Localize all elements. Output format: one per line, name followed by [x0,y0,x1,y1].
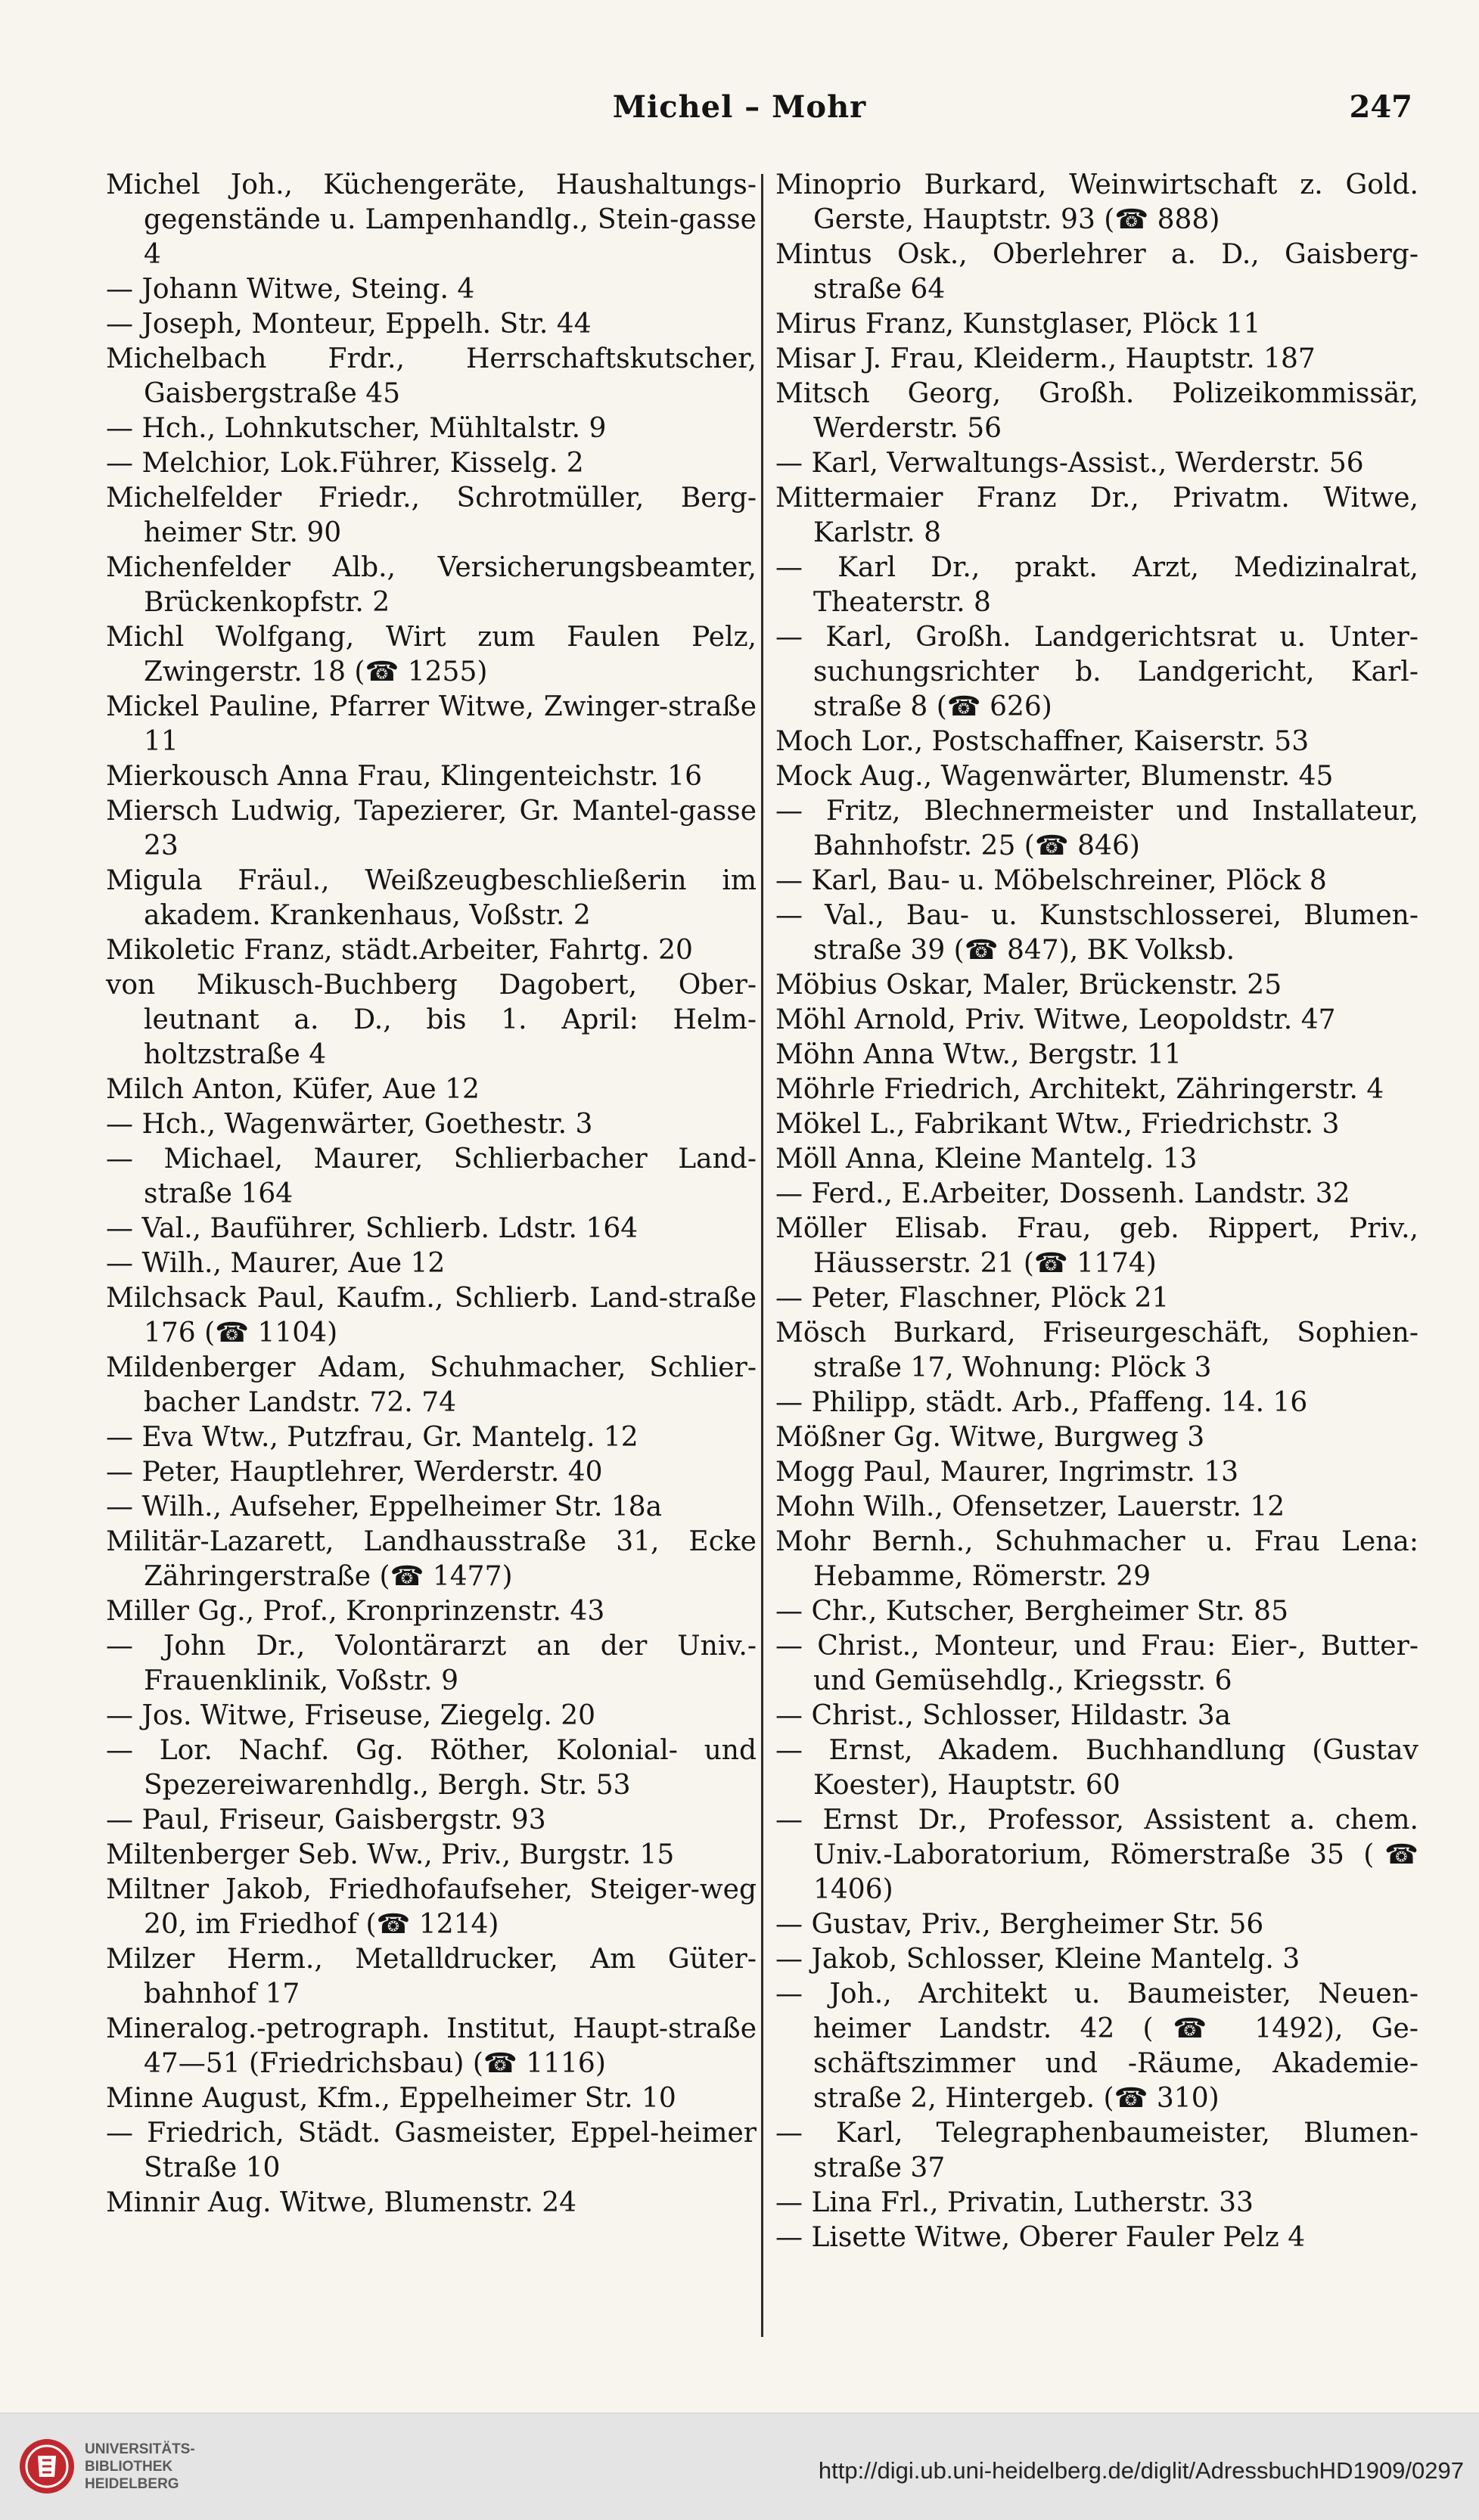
directory-entry: Miltner Jakob, Friedhofaufseher, Steiger-weg 20, im Friedhof (☎ 1214) [106,1874,757,1940]
directory-entry: — Wilh., Aufseher, Eppelheimer Str. 18a [106,1491,663,1522]
left-column [106,168,757,2221]
running-head: Michel – Mohr [612,89,867,125]
directory-entry: — Hch., Lohnkutscher, Mühltalstr. 9 [106,413,607,444]
directory-entry: — John Dr., Volontärarzt an der Univ.-Frauenklinik, Voßstr. 9 [106,1631,757,1696]
directory-entry: Mösch Burkard, Friseurgeschäft, Sophien-straße 17, Wohnung: Plöck 3 [775,1317,1418,1383]
directory-entry: — Lina Frl., Privatin, Lutherstr. 33 [775,2187,1254,2218]
directory-entry: Mitsch Georg, Großh. Polizeikommissär, Werderstr. 56 [775,378,1418,444]
library-name-line: HEIDELBERG [85,2476,179,2492]
directory-entry: — Johann Witwe, Steing. 4 [106,274,475,305]
library-name-line: UNIVERSITÄTS- [85,2441,195,2457]
directory-entry: — Peter, Hauptlehrer, Werderstr. 40 [106,1457,603,1488]
directory-entry: Möll Anna, Kleine Mantelg. 13 [775,1144,1198,1175]
directory-entry: Möhl Arnold, Priv. Witwe, Leopoldstr. 47 [775,1004,1336,1035]
directory-entry: — Melchior, Lok.Führer, Kisselg. 2 [106,448,584,479]
directory-entry: Minoprio Burkard, Weinwirtschaft z. Gold. Gerste, Hauptstr. 93 (☎ 888) [775,169,1418,235]
directory-entry: — Philipp, städt. Arb., Pfaffeng. 14. 16 [775,1387,1308,1418]
directory-entry: — Val., Bauführer, Schlierb. Ldstr. 164 [106,1213,639,1244]
directory-entry: Möbius Oskar, Maler, Brückenstr. 25 [775,970,1282,1001]
source-url-link[interactable]: http://digi.ub.uni-heidelberg.de/diglit/AdressbuchHD1909/0297 [818,2457,1464,2484]
directory-entry: Milch Anton, Küfer, Aue 12 [106,1074,480,1105]
library-name-line: BIBLIOTHEK [85,2459,173,2475]
directory-entry: Mößner Gg. Witwe, Burgweg 3 [775,1422,1205,1453]
directory-entry: Mineralog.-petrograph. Institut, Haupt-straße 47—51 (Friedrichsbau) (☎ 1116) [106,2013,757,2079]
directory-entry: — Fritz, Blechnermeister und Installateur, Bahnhofstr. 25 (☎ 846) [775,796,1418,861]
directory-entry: — Friedrich, Städt. Gasmeister, Eppel-heimer Straße 10 [106,2118,757,2183]
directory-entry: Miersch Ludwig, Tapezierer, Gr. Mantel-gasse 23 [106,796,757,861]
directory-entry: — Joseph, Monteur, Eppelh. Str. 44 [106,309,592,340]
directory-entry: Mildenberger Adam, Schuhmacher, Schlier-bacher Landstr. 72. 74 [106,1352,757,1418]
viewer-footer [0,2413,1479,2520]
directory-entry: — Lisette Witwe, Oberer Fauler Pelz 4 [775,2222,1306,2253]
directory-entry: Moch Lor., Postschaffner, Kaiserstr. 53 [775,726,1310,757]
directory-entry: — Hch., Wagenwärter, Goethestr. 3 [106,1109,593,1140]
directory-entry: — Karl Dr., prakt. Arzt, Medizinalrat, Theaterstr. 8 [775,552,1418,618]
directory-entry: — Wilh., Maurer, Aue 12 [106,1248,446,1279]
directory-entry: Michl Wolfgang, Wirt zum Faulen Pelz, Zwingerstr. 18 (☎ 1255) [106,622,757,687]
directory-entry: Mickel Pauline, Pfarrer Witwe, Zwinger-straße 11 [106,691,757,757]
directory-entry: — Ferd., E.Arbeiter, Dossenh. Landstr. 32 [775,1178,1350,1209]
directory-entry: Militär-Lazarett, Landhausstraße 31, Ecke Zähringerstraße (☎ 1477) [106,1526,757,1592]
directory-entry: — Chr., Kutscher, Bergheimer Str. 85 [775,1596,1288,1627]
directory-entry: — Lor. Nachf. Gg. Röther, Kolonial- und Spezereiwarenhdlg., Bergh. Str. 53 [106,1735,757,1801]
directory-entry: Miltenberger Seb. Ww., Priv., Burgstr. 15 [106,1839,675,1870]
directory-entry: — Karl, Großh. Landgerichtsrat u. Unter-suchungsrichter b. Landgericht, Karl-straße 8 (☎ 626) [775,622,1418,722]
directory-entry: Michenfelder Alb., Versicherungsbeamter, Brückenkopfstr. 2 [106,552,757,618]
library-name [85,2441,195,2493]
directory-entry: — Paul, Friseur, Gaisbergstr. 93 [106,1805,546,1836]
directory-entry: — Joh., Architekt u. Baumeister, Neuen-heimer Landstr. 42 (☎ 1492), Ge-schäftszimmer und -Räume, Akademie-straße 2, Hintergeb. (☎ 310) [775,1978,1418,2114]
directory-entry: — Peter, Flaschner, Plöck 21 [775,1283,1170,1314]
directory-entry: — Karl, Telegraphenbaumeister, Blumen-straße 37 [775,2118,1418,2183]
directory-entry: — Jakob, Schlosser, Kleine Mantelg. 3 [775,1944,1300,1975]
directory-entry: Milchsack Paul, Kaufm., Schlierb. Land-straße 176 (☎ 1104) [106,1283,757,1348]
library-seal-icon [17,2436,77,2497]
directory-entry: Mierkousch Anna Frau, Klingenteichstr. 16 [106,761,702,792]
directory-entry: Möhn Anna Wtw., Bergstr. 11 [775,1039,1182,1070]
directory-entry: Milzer Herm., Metalldrucker, Am Güter-bahnhof 17 [106,1944,757,2009]
directory-entry: — Karl, Bau- u. Möbelschreiner, Plöck 8 [775,865,1327,896]
directory-entry: Möller Elisab. Frau, geb. Rippert, Priv., Häusserstr. 21 (☎ 1174) [775,1213,1418,1279]
directory-entry: — Jos. Witwe, Friseuse, Ziegelg. 20 [106,1700,596,1731]
directory-entry: Mikoletic Franz, städt.Arbeiter, Fahrtg. 20 [106,935,693,966]
directory-entry: Mintus Osk., Oberlehrer a. D., Gaisberg-straße 64 [775,239,1418,305]
directory-entry: Michelfelder Friedr., Schrotmüller, Berg-heimer Str. 90 [106,483,757,548]
directory-entry: Michel Joh., Küchengeräte, Haushaltungs-gegenstände u. Lampenhandlg., Stein-gasse 4 [106,169,757,270]
page-number: 247 [1349,89,1412,125]
directory-entry: Misar J. Frau, Kleiderm., Hauptstr. 187 [775,343,1316,374]
directory-entry: Mittermaier Franz Dr., Privatm. Witwe, Karlstr. 8 [775,483,1418,548]
directory-entry: Mohn Wilh., Ofensetzer, Lauerstr. 12 [775,1491,1285,1522]
directory-entry: — Ernst, Akadem. Buchhandlung (Gustav Koester), Hauptstr. 60 [775,1735,1418,1801]
directory-entry: Minnir Aug. Witwe, Blumenstr. 24 [106,2187,577,2218]
directory-entry: — Christ., Monteur, und Frau: Eier-, Butter- und Gemüsehdlg., Kriegsstr. 6 [775,1631,1418,1696]
directory-entry: Miller Gg., Prof., Kronprinzenstr. 43 [106,1596,605,1627]
directory-entry: Migula Fräul., Weißzeugbeschließerin im akadem. Krankenhaus, Voßstr. 2 [106,865,757,931]
directory-entry: Möhrle Friedrich, Architekt, Zähringerstr. 4 [775,1074,1384,1105]
directory-entry: — Gustav, Priv., Bergheimer Str. 56 [775,1909,1264,1940]
column-divider [761,174,763,2337]
directory-entry: — Eva Wtw., Putzfrau, Gr. Mantelg. 12 [106,1422,639,1453]
directory-entry: Mökel L., Fabrikant Wtw., Friedrichstr. 3 [775,1109,1340,1140]
directory-entry: — Michael, Maurer, Schlierbacher Land-straße 164 [106,1144,757,1209]
directory-entry: von Mikusch-Buchberg Dagobert, Ober-leutnant a. D., bis 1. April: Helm-holtzstraße 4 [106,970,757,1070]
directory-entry: — Ernst Dr., Professor, Assistent a. chem. Univ.-Laboratorium, Römerstraße 35 (☎ 1406) [775,1805,1418,1905]
directory-entry: — Christ., Schlosser, Hildastr. 3a [775,1700,1232,1731]
directory-entry: Mock Aug., Wagenwärter, Blumenstr. 45 [775,761,1334,792]
directory-entry: Mirus Franz, Kunstglaser, Plöck 11 [775,309,1261,340]
directory-entry: — Val., Bau- u. Kunstschlosserei, Blumen-straße 39 (☎ 847), BK Volksb. [775,900,1418,966]
page-header [0,89,1479,142]
directory-entry: Mohr Bernh., Schuhmacher u. Frau Lena: Hebamme, Römerstr. 29 [775,1526,1418,1592]
right-column [775,168,1418,2255]
directory-entry: Michelbach Frdr., Herrschaftskutscher, Gaisbergstraße 45 [106,343,757,409]
directory-entry: — Karl, Verwaltungs-Assist., Werderstr. 56 [775,448,1364,479]
directory-entry: Mogg Paul, Maurer, Ingrimstr. 13 [775,1457,1239,1488]
directory-entry: Minne August, Kfm., Eppelheimer Str. 10 [106,2083,676,2114]
